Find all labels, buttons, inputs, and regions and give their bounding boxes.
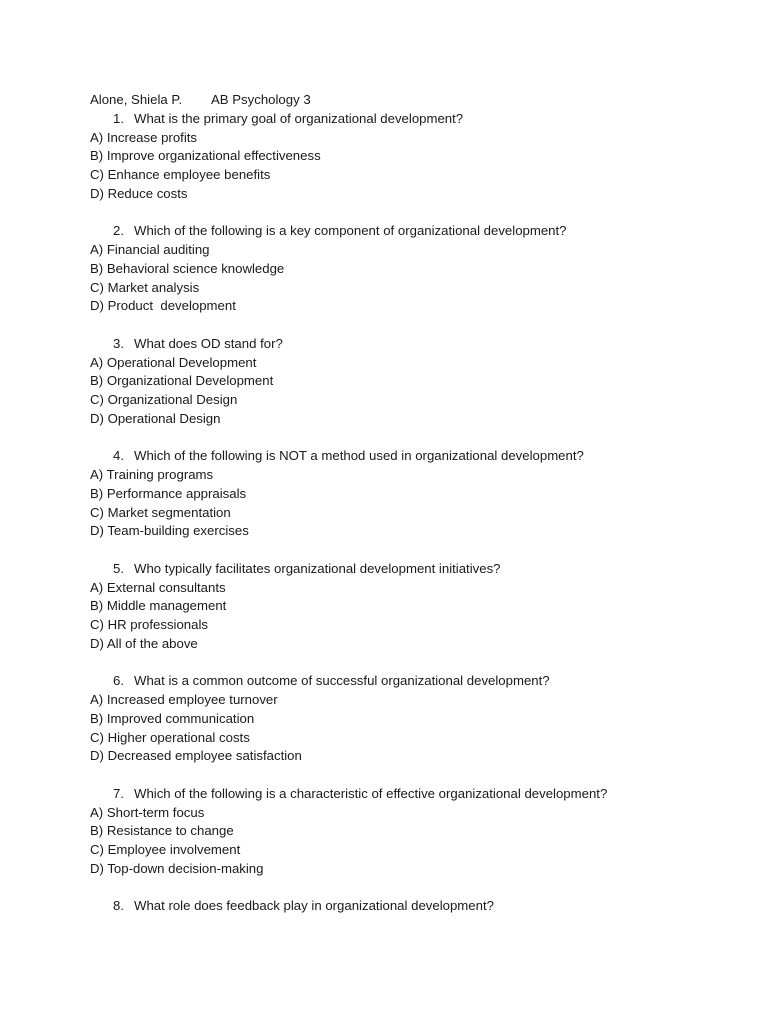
answer-option: D) Decreased employee satisfaction [90, 748, 302, 764]
question-line [90, 785, 730, 804]
answer-option: D) Operational Design [90, 410, 221, 426]
question-line [90, 672, 730, 691]
answer-option: D) Top-down decision-making [90, 860, 264, 876]
document-header [90, 91, 730, 110]
answer-option: D) Product development [90, 298, 236, 314]
answer-option: D) Reduce costs [90, 185, 188, 201]
question-number: 7. [113, 785, 124, 801]
question-text: Which of the following is a key component of organizational development? [134, 223, 567, 239]
question-line [90, 897, 730, 916]
question-number-wrap [113, 560, 124, 579]
student-name: Alone, Shiela P. [90, 92, 183, 107]
answer-option: A) Operational Development [90, 354, 257, 370]
answer-option: C) Market analysis [90, 279, 200, 295]
answer-option: C) Higher operational costs [90, 729, 250, 745]
question-number: 6. [113, 673, 124, 689]
answer-option: C) HR professionals [90, 617, 208, 632]
answer-option: B) Resistance to change [90, 823, 234, 839]
question-block [90, 672, 730, 766]
question-number: 3. [113, 335, 124, 351]
answer-option: B) Performance appraisals [90, 485, 247, 501]
answer-option: B) Behavioral science knowledge [90, 260, 285, 276]
question-block [90, 222, 730, 316]
question-block [90, 560, 730, 654]
question-number-wrap [113, 897, 124, 916]
answer-option: A) Increase profits [90, 129, 198, 145]
answer-option: B) Improve organizational effectiveness [90, 148, 321, 164]
answer-option: B) Middle management [90, 598, 227, 614]
answer-option: A) External consultants [90, 579, 226, 595]
question-block [90, 785, 730, 879]
answer-option: B) Improved communication [90, 710, 255, 726]
question-number: 4. [113, 448, 124, 464]
question-line [90, 560, 730, 579]
answer-option: B) Organizational Development [90, 373, 274, 389]
question-block [90, 447, 730, 541]
question-text: What role does feedback play in organizational development? [134, 898, 494, 914]
question-block [90, 335, 730, 429]
question-line [90, 335, 730, 354]
question-block [90, 897, 730, 916]
question-list [90, 110, 730, 916]
question-number-wrap [113, 447, 124, 466]
answer-option: A) Financial auditing [90, 242, 210, 257]
question-block [90, 110, 730, 204]
question-number: 2. [113, 223, 124, 239]
question-line [90, 447, 730, 466]
question-text: What is the primary goal of organizational development? [134, 110, 464, 126]
question-number: 1. [113, 110, 124, 126]
document-body [90, 91, 730, 916]
answer-option: C) Enhance employee benefits [90, 167, 271, 182]
question-text: Which of the following is NOT a method used in organizational development? [134, 448, 584, 464]
question-number-wrap [113, 335, 124, 354]
answer-option: A) Increased employee turnover [90, 692, 278, 707]
answer-option: D) All of the above [90, 635, 198, 651]
question-number-wrap [113, 110, 124, 129]
question-number-wrap [113, 672, 124, 691]
question-text: Who typically facilitates organizational development initiatives? [134, 560, 501, 576]
answer-option: C) Organizational Design [90, 392, 238, 407]
course-name: AB Psychology 3 [211, 92, 311, 107]
question-text: Which of the following is a characteristic of effective organizational development? [134, 785, 608, 801]
answer-option: A) Short-term focus [90, 804, 205, 820]
answer-option: A) Training programs [90, 467, 214, 482]
answer-option: C) Market segmentation [90, 504, 231, 520]
question-text: What is a common outcome of successful organizational development? [134, 673, 550, 689]
question-number-wrap [113, 785, 124, 804]
question-text: What does OD stand for? [134, 335, 283, 351]
answer-option: C) Employee involvement [90, 842, 241, 857]
question-line [90, 110, 730, 129]
answer-option: D) Team-building exercises [90, 523, 249, 539]
question-number: 8. [113, 898, 124, 914]
question-line [90, 222, 730, 241]
question-number-wrap [113, 222, 124, 241]
question-number: 5. [113, 560, 124, 576]
